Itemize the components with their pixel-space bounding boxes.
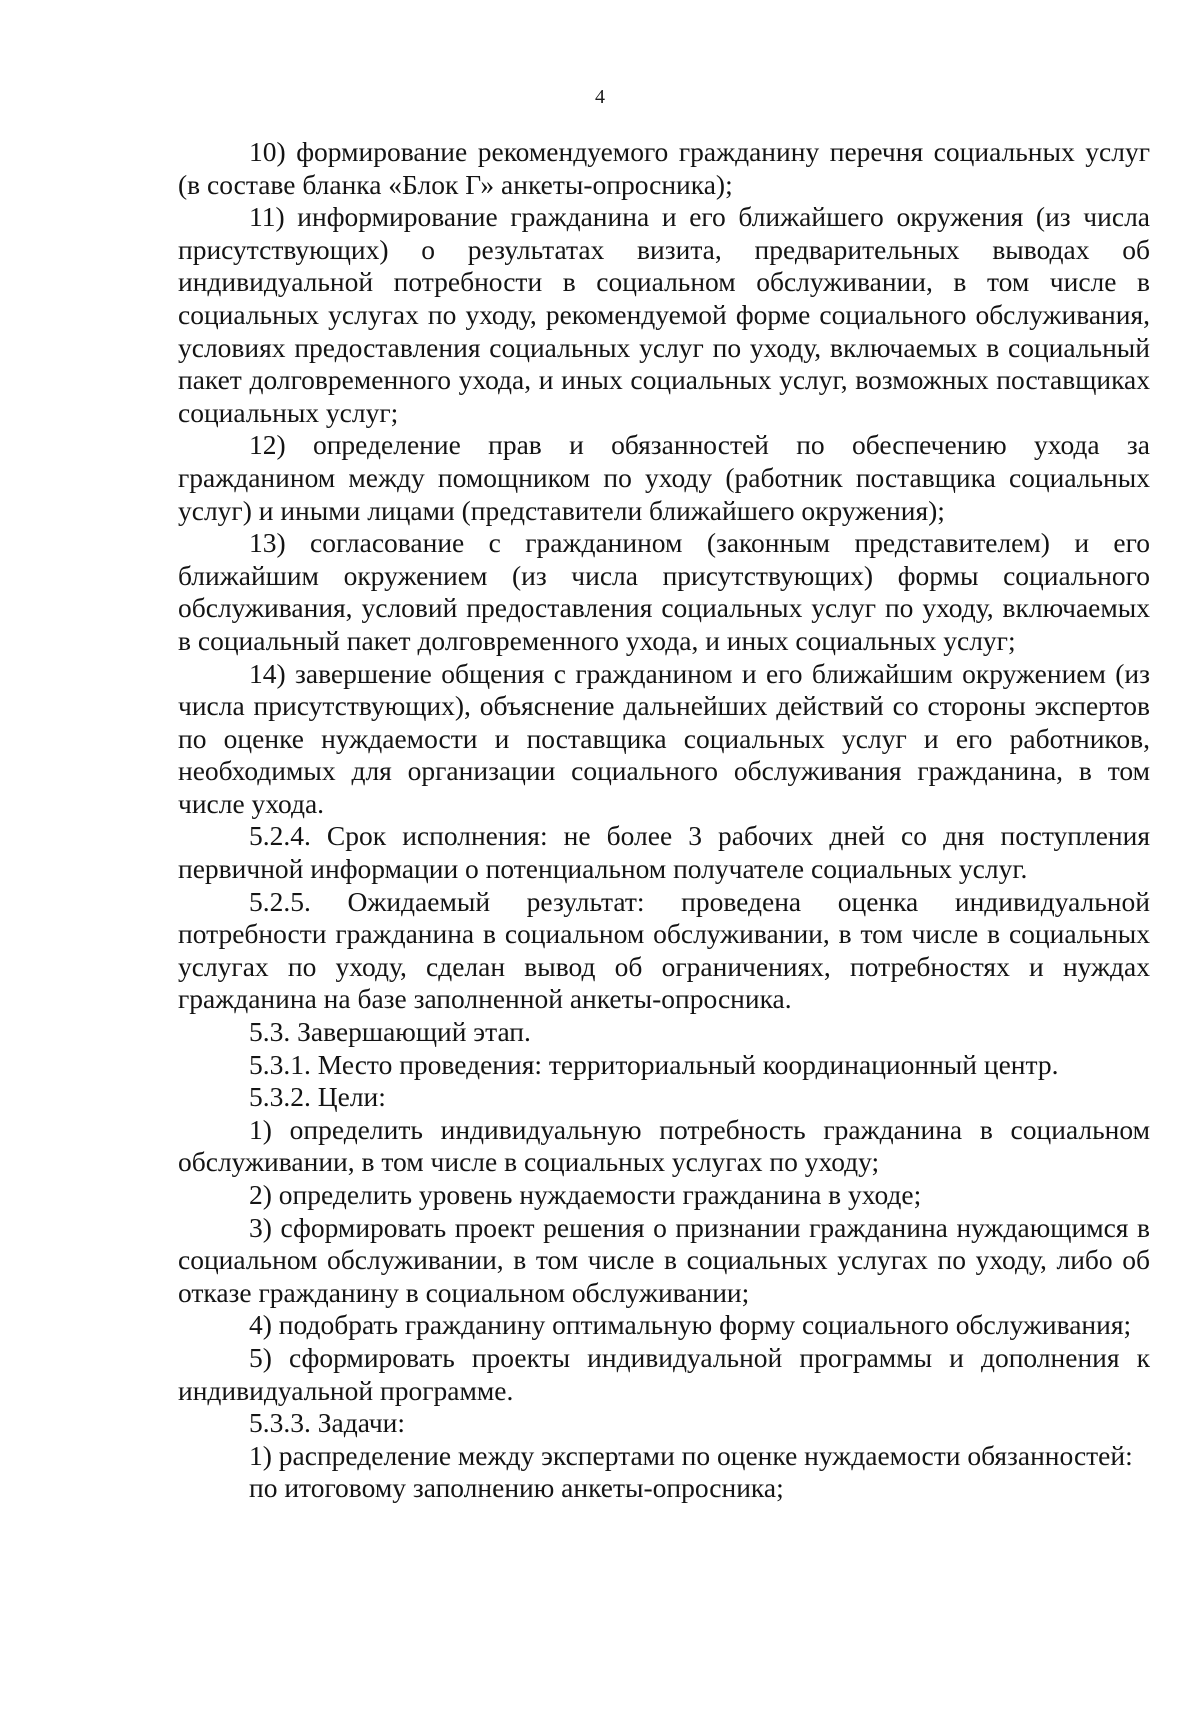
- document-body: [178, 136, 1150, 1505]
- paragraph-goal-5: 5) сформировать проекты индивидуальной программы и дополнения к индивидуальной программе.: [178, 1341, 1150, 1406]
- paragraph-5-3: 5.3. Завершающий этап.: [249, 1016, 531, 1048]
- paragraph-goal-2: 2) определить уровень нуждаемости гражданина в уходе;: [249, 1179, 922, 1210]
- paragraph-item-13: 13) согласование с гражданином (законным представителем) и его ближайшим окружением (из числа присутствующих) формы социального обслуживания, условий предоставления социальных услуг по уходу, включаемых в социальный пакет долговременного ухода, и иных социальных услуг;: [178, 527, 1150, 656]
- paragraph-goal-3: 3) сформировать проект решения о признании гражданина нуждающимся в социальном обслуживании, в том числе в социальных услугах по уходу, либо об отказе гражданину в социальном обслуживании;: [178, 1211, 1150, 1308]
- paragraph-5-3-3: 5.3.3. Задачи:: [249, 1407, 406, 1439]
- paragraph-goal-4: 4) подобрать гражданину оптимальную форму социального обслуживания;: [249, 1309, 1132, 1341]
- paragraph-item-12: 12) определение прав и обязанностей по обеспечению ухода за гражданином между помощником по уходу (работник поставщика социальных услуг) и иными лицами (представители ближайшего окружения);: [178, 429, 1150, 526]
- paragraph-task-1-sub: по итоговому заполнению анкеты-опросника;: [249, 1472, 784, 1504]
- paragraph-item-10: 10) формирование рекомендуемого гражданину перечня социальных услуг (в составе бланка «Блок Г» анкеты-опросника);: [178, 136, 1150, 200]
- paragraph-5-3-2: 5.3.2. Цели:: [249, 1081, 386, 1113]
- paragraph-5-2-4: 5.2.4. Срок исполнения: не более 3 рабочих дней со дня поступления первичной информации о потенциальном получателе социальных услуг.: [178, 820, 1150, 885]
- page-number: 4: [595, 86, 605, 108]
- paragraph-goal-1: 1) определить индивидуальную потребность гражданина в социальном обслуживании, в том числе в социальных услугах по уходу;: [178, 1113, 1150, 1178]
- paragraph-task-1: 1) распределение между экспертами по оценке нуждаемости обязанностей:: [249, 1439, 1133, 1471]
- paragraph-item-11: 11) информирование гражданина и его ближайшего окружения (из числа присутствующих) о результатах визита, предварительных выводах об индивидуальной потребности в социальном обслуживании, в том числе в социальных услугах по уходу, рекомендуемой форме социального обслуживания, условиях предоставления социальных услуг по уходу, включаемых в социальный пакет долговременного ухода, и иных социальных услуг, возможных поставщиках социальных услуг;: [178, 201, 1150, 428]
- paragraph-5-3-1: 5.3.1. Место проведения: территориальный координационный центр.: [249, 1048, 1059, 1080]
- paragraph-item-14: 14) завершение общения с гражданином и его ближайшим окружением (из числа присутствующих), объяснение дальнейших действий со стороны экспертов по оценке нуждаемости и поставщика социальных услуг и его работников, необходимых для организации социального обслуживания гражданина, в том числе ухода.: [178, 657, 1150, 819]
- paragraph-5-2-5: 5.2.5. Ожидаемый результат: проведена оценка индивидуальной потребности гражданина в социальном обслуживании, в том числе в социальных услугах по уходу, сделан вывод об ограничениях, потребностях и нуждах гражданина на базе заполненной анкеты-опросника.: [178, 885, 1150, 1015]
